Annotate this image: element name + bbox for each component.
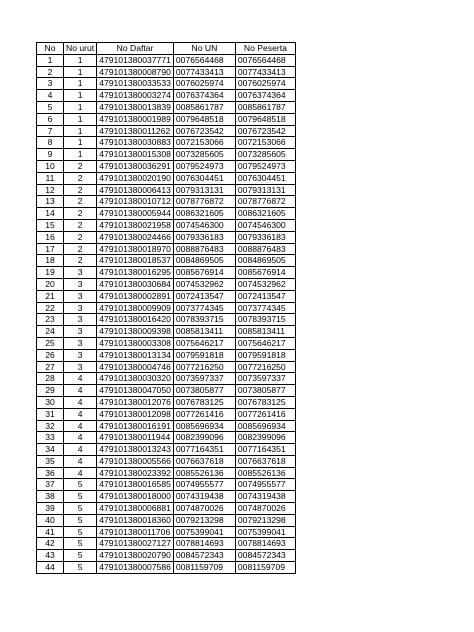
cell-no-peserta: 0072153066 xyxy=(235,137,295,149)
cell-no-peserta: 0073597337 xyxy=(235,373,295,385)
table-row xyxy=(37,432,296,444)
cell-no-peserta: 0076304451 xyxy=(235,172,295,184)
table-row xyxy=(37,326,296,338)
cell-no-daftar: 479101380013134 xyxy=(97,349,174,361)
cell-no-peserta: 0085526136 xyxy=(235,467,295,479)
table-row xyxy=(37,267,296,279)
table-row xyxy=(37,113,296,125)
cell-no-daftar: 479101380001989 xyxy=(97,113,174,125)
cell-no-daftar: 479101380033533 xyxy=(97,78,174,90)
cell-no-daftar: 479101380027127 xyxy=(97,538,174,550)
cell-no-daftar: 479101380010712 xyxy=(97,196,174,208)
cell-no: 28 xyxy=(37,373,64,385)
cell-no-peserta: 0077164351 xyxy=(235,444,295,456)
cell-no-un: 0085861787 xyxy=(173,101,235,113)
table-row xyxy=(37,160,296,172)
table-row xyxy=(37,491,296,503)
col-header-no-un: No UN xyxy=(173,43,235,55)
cell-no-un: 0073805877 xyxy=(173,385,235,397)
cell-no-daftar: 479101380024466 xyxy=(97,231,174,243)
cell-no-un: 0085696934 xyxy=(173,420,235,432)
cell-no-peserta: 0082399096 xyxy=(235,432,295,444)
cell-no-peserta: 0079336183 xyxy=(235,231,295,243)
cell-no-peserta: 0084572343 xyxy=(235,550,295,562)
cell-no: 6 xyxy=(37,113,64,125)
cell-no: 30 xyxy=(37,396,64,408)
cell-no-peserta: 0077433413 xyxy=(235,66,295,78)
cell-no-un: 0073597337 xyxy=(173,373,235,385)
cell-no: 13 xyxy=(37,196,64,208)
cell-no-peserta: 0079524973 xyxy=(235,160,295,172)
cell-no-daftar: 479101380020190 xyxy=(97,172,174,184)
cell-no-urut: 3 xyxy=(64,267,97,279)
cell-no-un: 0081159709 xyxy=(173,562,235,574)
cell-no-urut: 4 xyxy=(64,432,97,444)
cell-no-un: 0077164351 xyxy=(173,444,235,456)
cell-no-un: 0084572343 xyxy=(173,550,235,562)
cell-no-urut: 4 xyxy=(64,396,97,408)
cell-no-urut: 1 xyxy=(64,101,97,113)
cell-no: 36 xyxy=(37,467,64,479)
cell-no: 1 xyxy=(37,54,64,66)
cell-no-peserta: 0076723542 xyxy=(235,125,295,137)
table-row xyxy=(37,361,296,373)
cell-no-daftar: 479101380037771 xyxy=(97,54,174,66)
cell-no-peserta: 0073774345 xyxy=(235,302,295,314)
col-header-no-daftar: No Daftar xyxy=(97,43,174,55)
cell-no-peserta: 0085813411 xyxy=(235,326,295,338)
table-row xyxy=(37,184,296,196)
cell-no-urut: 4 xyxy=(64,467,97,479)
cell-no-peserta: 0078393715 xyxy=(235,314,295,326)
cell-no-daftar: 479101380016585 xyxy=(97,479,174,491)
cell-no: 44 xyxy=(37,562,64,574)
table-row xyxy=(37,302,296,314)
cell-no-daftar: 479101380021958 xyxy=(97,219,174,231)
cell-no-daftar: 479101380018360 xyxy=(97,514,174,526)
table-row xyxy=(37,208,296,220)
cell-no-un: 0076025974 xyxy=(173,78,235,90)
cell-no-un: 0086321605 xyxy=(173,208,235,220)
cell-no-peserta: 0088876483 xyxy=(235,243,295,255)
cell-no-urut: 4 xyxy=(64,455,97,467)
cell-no-daftar: 479101380020790 xyxy=(97,550,174,562)
table-row xyxy=(37,385,296,397)
cell-no-urut: 3 xyxy=(64,337,97,349)
cell-no-peserta: 0074870026 xyxy=(235,503,295,515)
cell-no: 9 xyxy=(37,149,64,161)
cell-no-un: 0079524973 xyxy=(173,160,235,172)
table-row xyxy=(37,231,296,243)
cell-no-un: 0078814693 xyxy=(173,538,235,550)
cell-no-urut: 2 xyxy=(64,208,97,220)
cell-no-urut: 3 xyxy=(64,361,97,373)
cell-no-un: 0074319438 xyxy=(173,491,235,503)
cell-no-un: 0085676914 xyxy=(173,267,235,279)
cell-no-un: 0079336183 xyxy=(173,231,235,243)
table-row xyxy=(37,90,296,102)
cell-no-un: 0076374364 xyxy=(173,90,235,102)
cell-no-peserta: 0078776872 xyxy=(235,196,295,208)
cell-no-peserta: 0077216250 xyxy=(235,361,295,373)
cell-no: 16 xyxy=(37,231,64,243)
cell-no-urut: 5 xyxy=(64,526,97,538)
cell-no: 11 xyxy=(37,172,64,184)
cell-no-daftar: 479101380012076 xyxy=(97,396,174,408)
cell-no-urut: 2 xyxy=(64,255,97,267)
cell-no: 23 xyxy=(37,314,64,326)
cell-no-urut: 5 xyxy=(64,479,97,491)
cell-no: 24 xyxy=(37,326,64,338)
cell-no: 12 xyxy=(37,184,64,196)
cell-no: 5 xyxy=(37,101,64,113)
cell-no-peserta: 0076637618 xyxy=(235,455,295,467)
table-row xyxy=(37,243,296,255)
cell-no-urut: 1 xyxy=(64,90,97,102)
table-row xyxy=(37,78,296,90)
cell-no-daftar: 479101380003308 xyxy=(97,337,174,349)
cell-no-un: 0077261416 xyxy=(173,408,235,420)
table-row xyxy=(37,196,296,208)
table-row xyxy=(37,550,296,562)
table-row xyxy=(37,125,296,137)
cell-no-peserta: 0085861787 xyxy=(235,101,295,113)
cell-no-un: 0075399041 xyxy=(173,526,235,538)
cell-no: 14 xyxy=(37,208,64,220)
cell-no-un: 0072153066 xyxy=(173,137,235,149)
table-row xyxy=(37,526,296,538)
table-row xyxy=(37,66,296,78)
cell-no-peserta: 0074319438 xyxy=(235,491,295,503)
cell-no-daftar: 479101380003274 xyxy=(97,90,174,102)
table-row xyxy=(37,149,296,161)
cell-no-un: 0079313131 xyxy=(173,184,235,196)
table-row xyxy=(37,255,296,267)
header-row xyxy=(37,43,296,55)
cell-no-daftar: 479101380008790 xyxy=(97,66,174,78)
cell-no-urut: 3 xyxy=(64,314,97,326)
cell-no-peserta: 0085676914 xyxy=(235,267,295,279)
cell-no: 3 xyxy=(37,78,64,90)
cell-no-daftar: 479101380013243 xyxy=(97,444,174,456)
cell-no: 33 xyxy=(37,432,64,444)
cell-no: 21 xyxy=(37,290,64,302)
cell-no-daftar: 479101380007586 xyxy=(97,562,174,574)
cell-no-urut: 2 xyxy=(64,219,97,231)
cell-no-un: 0074955577 xyxy=(173,479,235,491)
cell-no-un: 0074870026 xyxy=(173,503,235,515)
cell-no-urut: 3 xyxy=(64,349,97,361)
table-header xyxy=(37,43,296,55)
cell-no-urut: 1 xyxy=(64,137,97,149)
cell-no-un: 0082399096 xyxy=(173,432,235,444)
cell-no: 25 xyxy=(37,337,64,349)
table-row xyxy=(37,538,296,550)
cell-no-peserta: 0079648518 xyxy=(235,113,295,125)
cell-no-un: 0076637618 xyxy=(173,455,235,467)
cell-no-peserta: 0072413547 xyxy=(235,290,295,302)
cell-no-daftar: 479101380009398 xyxy=(97,326,174,338)
cell-no: 42 xyxy=(37,538,64,550)
cell-no-daftar: 479101380011944 xyxy=(97,432,174,444)
table-row xyxy=(37,455,296,467)
cell-no-peserta: 0073805877 xyxy=(235,385,295,397)
cell-no: 27 xyxy=(37,361,64,373)
cell-no-daftar: 479101380009909 xyxy=(97,302,174,314)
cell-no: 15 xyxy=(37,219,64,231)
cell-no-urut: 2 xyxy=(64,172,97,184)
cell-no-un: 0072413547 xyxy=(173,290,235,302)
cell-no-urut: 4 xyxy=(64,385,97,397)
cell-no-daftar: 479101380005944 xyxy=(97,208,174,220)
cell-no-daftar: 479101380018537 xyxy=(97,255,174,267)
cell-no-daftar: 479101380018970 xyxy=(97,243,174,255)
cell-no: 20 xyxy=(37,278,64,290)
cell-no-daftar: 479101380011706 xyxy=(97,526,174,538)
student-table xyxy=(36,42,296,574)
cell-no-peserta: 0076025974 xyxy=(235,78,295,90)
cell-no-daftar: 479101380023392 xyxy=(97,467,174,479)
cell-no-un: 0085526136 xyxy=(173,467,235,479)
cell-no-urut: 2 xyxy=(64,231,97,243)
cell-no-daftar: 479101380012098 xyxy=(97,408,174,420)
table-row xyxy=(37,479,296,491)
col-header-no-urut: No urut xyxy=(64,43,97,55)
cell-no: 40 xyxy=(37,514,64,526)
cell-no-urut: 4 xyxy=(64,444,97,456)
table-row xyxy=(37,408,296,420)
table-row xyxy=(37,562,296,574)
cell-no-peserta: 0085696934 xyxy=(235,420,295,432)
cell-no-peserta: 0084869505 xyxy=(235,255,295,267)
cell-no-urut: 2 xyxy=(64,243,97,255)
cell-no: 34 xyxy=(37,444,64,456)
cell-no-urut: 2 xyxy=(64,196,97,208)
table-row xyxy=(37,337,296,349)
cell-no-urut: 5 xyxy=(64,562,97,574)
cell-no-peserta: 0079591818 xyxy=(235,349,295,361)
cell-no-daftar: 479101380002891 xyxy=(97,290,174,302)
cell-no-urut: 1 xyxy=(64,66,97,78)
cell-no: 7 xyxy=(37,125,64,137)
cell-no-urut: 5 xyxy=(64,538,97,550)
col-header-no: No xyxy=(37,43,64,55)
cell-no: 4 xyxy=(37,90,64,102)
cell-no-un: 0077433413 xyxy=(173,66,235,78)
cell-no-un: 0085813411 xyxy=(173,326,235,338)
cell-no-urut: 1 xyxy=(64,78,97,90)
table-row xyxy=(37,137,296,149)
cell-no: 26 xyxy=(37,349,64,361)
cell-no-un: 0076304451 xyxy=(173,172,235,184)
cell-no: 19 xyxy=(37,267,64,279)
cell-no-peserta: 0078814693 xyxy=(235,538,295,550)
cell-no-daftar: 479101380030684 xyxy=(97,278,174,290)
table-row xyxy=(37,396,296,408)
table-body xyxy=(37,54,296,573)
cell-no-un: 0076783125 xyxy=(173,396,235,408)
cell-no-peserta: 0075646217 xyxy=(235,337,295,349)
cell-no-daftar: 479101380047050 xyxy=(97,385,174,397)
cell-no-urut: 3 xyxy=(64,302,97,314)
cell-no-un: 0073285605 xyxy=(173,149,235,161)
cell-no-urut: 1 xyxy=(64,149,97,161)
cell-no-urut: 3 xyxy=(64,278,97,290)
cell-no-urut: 1 xyxy=(64,54,97,66)
cell-no-un: 0088876483 xyxy=(173,243,235,255)
cell-no: 43 xyxy=(37,550,64,562)
cell-no: 17 xyxy=(37,243,64,255)
table-row xyxy=(37,314,296,326)
cell-no-un: 0074546300 xyxy=(173,219,235,231)
cell-no-daftar: 479101380013839 xyxy=(97,101,174,113)
cell-no-un: 0079648518 xyxy=(173,113,235,125)
cell-no-un: 0073774345 xyxy=(173,302,235,314)
table-row xyxy=(37,290,296,302)
cell-no-daftar: 479101380006881 xyxy=(97,503,174,515)
cell-no: 10 xyxy=(37,160,64,172)
cell-no-un: 0078393715 xyxy=(173,314,235,326)
table-row xyxy=(37,219,296,231)
table-row xyxy=(37,373,296,385)
table-row xyxy=(37,278,296,290)
table-row xyxy=(37,420,296,432)
cell-no-daftar: 479101380006413 xyxy=(97,184,174,196)
cell-no-peserta: 0079213298 xyxy=(235,514,295,526)
cell-no-un: 0079213298 xyxy=(173,514,235,526)
cell-no-urut: 3 xyxy=(64,326,97,338)
cell-no-urut: 4 xyxy=(64,408,97,420)
cell-no-urut: 5 xyxy=(64,550,97,562)
cell-no-urut: 5 xyxy=(64,514,97,526)
cell-no-urut: 2 xyxy=(64,160,97,172)
cell-no-un: 0074532962 xyxy=(173,278,235,290)
cell-no-peserta: 0086321605 xyxy=(235,208,295,220)
cell-no: 18 xyxy=(37,255,64,267)
cell-no-un: 0075646217 xyxy=(173,337,235,349)
cell-no-urut: 5 xyxy=(64,491,97,503)
cell-no-urut: 4 xyxy=(64,420,97,432)
cell-no-urut: 4 xyxy=(64,373,97,385)
table-row xyxy=(37,467,296,479)
cell-no-peserta: 0074532962 xyxy=(235,278,295,290)
cell-no-urut: 5 xyxy=(64,503,97,515)
cell-no-urut: 1 xyxy=(64,113,97,125)
cell-no-peserta: 0075399041 xyxy=(235,526,295,538)
table-row xyxy=(37,101,296,113)
cell-no-peserta: 0076374364 xyxy=(235,90,295,102)
table-row xyxy=(37,444,296,456)
cell-no-peserta: 0081159709 xyxy=(235,562,295,574)
cell-no: 8 xyxy=(37,137,64,149)
cell-no: 32 xyxy=(37,420,64,432)
cell-no: 41 xyxy=(37,526,64,538)
table-row xyxy=(37,349,296,361)
table-row xyxy=(37,54,296,66)
cell-no-peserta: 0076564468 xyxy=(235,54,295,66)
cell-no-peserta: 0073285605 xyxy=(235,149,295,161)
cell-no-un: 0077216250 xyxy=(173,361,235,373)
cell-no-daftar: 479101380016295 xyxy=(97,267,174,279)
cell-no: 29 xyxy=(37,385,64,397)
cell-no: 37 xyxy=(37,479,64,491)
cell-no-un: 0084869505 xyxy=(173,255,235,267)
cell-no: 31 xyxy=(37,408,64,420)
cell-no-peserta: 0076783125 xyxy=(235,396,295,408)
cell-no-daftar: 479101380030320 xyxy=(97,373,174,385)
cell-no-peserta: 0074546300 xyxy=(235,219,295,231)
cell-no-peserta: 0079313131 xyxy=(235,184,295,196)
cell-no-un: 0076564468 xyxy=(173,54,235,66)
col-header-no-peserta: No Peserta xyxy=(235,43,295,55)
cell-no-daftar: 479101380015308 xyxy=(97,149,174,161)
cell-no-urut: 1 xyxy=(64,125,97,137)
table-row xyxy=(37,172,296,184)
cell-no-daftar: 479101380036291 xyxy=(97,160,174,172)
cell-no-daftar: 479101380005566 xyxy=(97,455,174,467)
cell-no: 38 xyxy=(37,491,64,503)
cell-no-peserta: 0077261416 xyxy=(235,408,295,420)
cell-no-urut: 3 xyxy=(64,290,97,302)
cell-no-daftar: 479101380011262 xyxy=(97,125,174,137)
table-row xyxy=(37,503,296,515)
table-row xyxy=(37,514,296,526)
cell-no: 39 xyxy=(37,503,64,515)
cell-no-daftar: 479101380016420 xyxy=(97,314,174,326)
cell-no-un: 0079591818 xyxy=(173,349,235,361)
cell-no: 35 xyxy=(37,455,64,467)
cell-no-un: 0078776872 xyxy=(173,196,235,208)
cell-no-daftar: 479101380004746 xyxy=(97,361,174,373)
cell-no-daftar: 479101380030883 xyxy=(97,137,174,149)
cell-no: 22 xyxy=(37,302,64,314)
cell-no-daftar: 479101380016191 xyxy=(97,420,174,432)
cell-no-un: 0076723542 xyxy=(173,125,235,137)
cell-no-urut: 2 xyxy=(64,184,97,196)
cell-no-daftar: 479101380018000 xyxy=(97,491,174,503)
cell-no-peserta: 0074955577 xyxy=(235,479,295,491)
cell-no: 2 xyxy=(37,66,64,78)
